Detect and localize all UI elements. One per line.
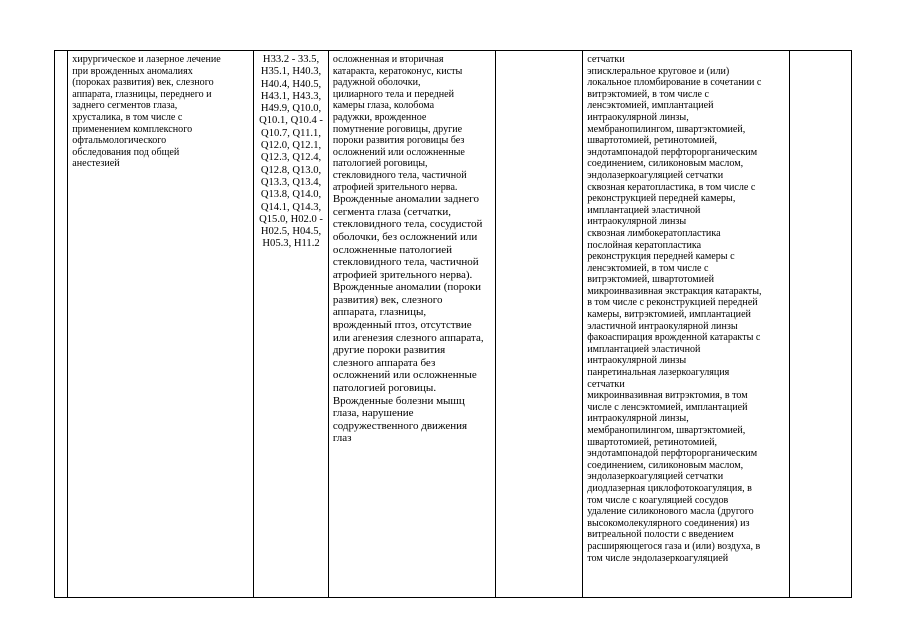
diagnosis-part-2: Врожденные аномалии заднего сегмента глаза (сетчатки, стекловидного тела, сосудистой оболочки, без осложнений или осложненные патологией стекловидного тела, частичной атрофией зрительного нерва). <box>332 193 483 281</box>
cost-cell <box>789 51 851 598</box>
treatment-methods-cell <box>583 51 789 598</box>
treatment-methods-text: сетчатки эписклеральное круговое и (или) локальное пломбирование в сочетании с витрэктомией, в том числе с ленсэктомией, имплантацией интраокулярной линзы, мембранопилингом, швартэктомией, швартотомией, ретинотомией, эндотампонадой перфторорганическим соединением, силиконовым маслом, эндолазеркоагуляцией сетчатки сквозная кератопластика, в том числе с реконструкцией передней камеры, имплантацией эластичной интраокулярной линзы сквозная лимбокератопластика послойная кератопластика реконструкция передней камеры с ленсэктомией, в том числе с витрэктомией, швартотомией микроинвазивная экстракция катаракты, в том числе с реконструкцией передней камеры, витрэктомией, имплантацией эластичной интраокулярной линзы факоаспирация врожденной катаракты с имплантацией эластичной интраокулярной линзы панретинальная лазеркоагуляция сетчатки микроинвазивная витрэктомия, в том числе с ленсэктомией, имплантацией интраокулярной линзы, мембранопилингом, швартэктомией, швартотомией, ретинотомией, эндотампонадой перфторорганическим соединением, силиконовым маслом, эндолазеркоагуляцией сетчатки диодлазерная циклофотокоагуляция, в том числе с коагуляцией сосудов удаление силиконового масла (другого высокомолекулярного соединения) из витреальной полости с введением расширяющегося газа и (или) воздуха, в том числе эндолазеркоагуляцией <box>587 54 762 564</box>
table-row <box>55 51 852 598</box>
diagnosis-cell <box>328 51 496 598</box>
patient-model-cell <box>496 51 583 598</box>
diagnosis-part-4: Врожденные болезни мышц глаза, нарушение содружественного движения глаз <box>332 394 468 445</box>
medical-care-table <box>54 50 852 598</box>
row-number-cell <box>55 51 68 598</box>
diagnosis-part-3: Врожденные аномалии (пороки развития) век, слезного аппарата, глазницы, врожденный птоз, отсутствие или агенезия слезного аппарата, другие пороки развития слезного аппарата без осложнений или осложненные патологией роговицы. <box>332 281 484 395</box>
diagnosis-part-1: осложненная и вторичная катаракта, кератоконус, кисты радужной оболочки, цилиарного тела и передней камеры глаза, колобома радужки, врожденное помутнение роговицы, другие пороки развития роговицы без осложнений или осложненные патологией роговицы, стекловидного тела, частичной атрофией зрительного нерва. <box>332 54 467 193</box>
icd-codes-text: H33.2 - 33.5, H35.1, H40.3, H40.4, H40.5, H43.1, H43.3, H49.9, Q10.0, Q10.1, Q10.4 - Q10.7, Q11.1, Q12.0, Q12.1, Q12.3, Q12.4, Q12.8, Q13.0, Q13.3, Q13.4, Q13.8, Q14.0, Q14.1, Q14.3, Q15.0, H02.0 - H02.5, H04.5, H05.3, H11.2 <box>259 54 323 250</box>
icd-codes-cell <box>254 51 329 598</box>
treatment-name-cell <box>68 51 254 598</box>
diagnosis-text <box>333 54 492 445</box>
treatment-name-text: хирургическое и лазерное лечение при врожденных аномалиях (пороках развития) век, слезного аппарата, глазницы, переднего и заднего сегментов глаза, хрусталика, в том числе с применением комплексного офтальмологического обследования под общей анестезией <box>72 54 221 170</box>
